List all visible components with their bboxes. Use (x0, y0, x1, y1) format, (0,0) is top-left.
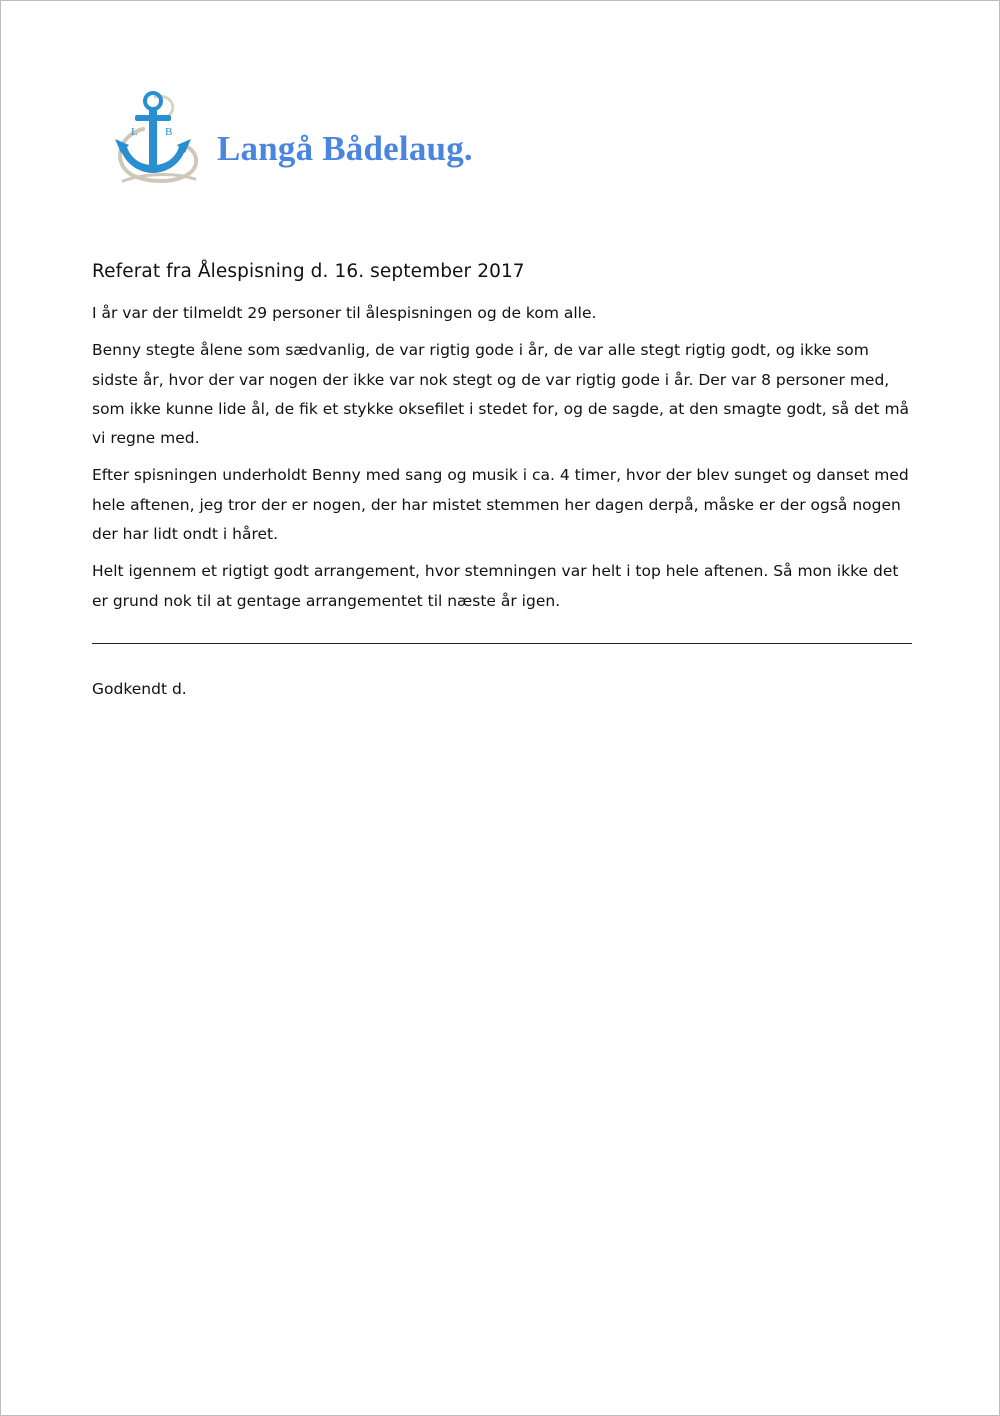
paragraph-summary: Helt igennem et rigtigt godt arrangement, hvor stemningen var helt i top hele aftenen. Så mon ikke det er grund nok til at gentage arrangementet til næste år igen. (92, 562, 899, 610)
document-body (92, 257, 914, 624)
paragraph-entertainment: Efter spisningen underholdt Benny med sang og musik i ca. 4 timer, hvor der blev sunget og danset med hele aftenen, jeg tror der er nogen, der har mistet stemmen her dagen derpå, måske er der også nogen der har lidt ondt i håret. (92, 466, 909, 544)
organization-name: Langå Bådelaug. (217, 129, 473, 168)
logo-letter-b: B (165, 126, 173, 138)
approved-label: Godkendt d. (92, 680, 187, 698)
paragraph-cooking: Benny stegte ålene som sædvanlig, de var rigtig gode i år, de var alle stegt rigtig godt, og ikke som sidste år, hvor der var nogen der ikke var nok stegt og de var rigtig gode i år. Der var 8 personer med, som ikke kunne lide ål, de fik et stykke oksefilet i stedet for, og de sagde, at den smagte godt, så det må vi regne med. (92, 341, 910, 448)
anchor-icon (109, 89, 205, 189)
paragraph-attendance: I år var der tilmeldt 29 personer til ålespisningen og de kom alle. (92, 304, 597, 322)
horizontal-divider (92, 643, 912, 644)
logo-letter-l: L (131, 126, 138, 138)
document-title: Referat fra Ålespisning d. 16. september 2017 (92, 261, 525, 282)
